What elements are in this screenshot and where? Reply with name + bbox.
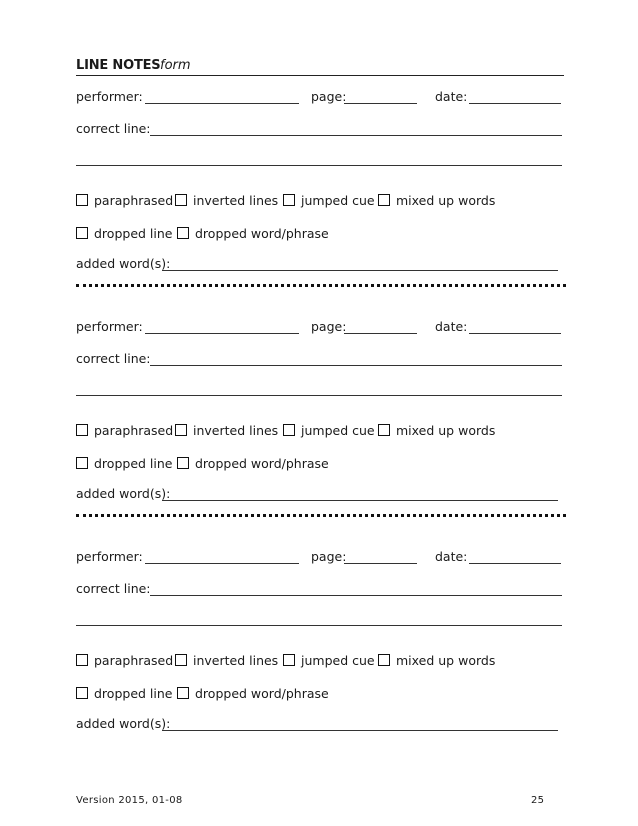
options-row-2	[76, 225, 564, 243]
checkbox-icon[interactable]	[177, 687, 189, 699]
checkbox-icon[interactable]	[283, 194, 295, 206]
options-row-1	[76, 422, 564, 440]
added-words-label: added word(s):	[76, 256, 171, 271]
form-title-italic: form	[160, 58, 191, 73]
performer-field[interactable]	[145, 103, 299, 104]
date-label: date:	[435, 89, 468, 104]
options-row-2	[76, 685, 564, 703]
date-field[interactable]	[469, 563, 561, 564]
entry-separator-2	[76, 514, 566, 517]
correct-line-label: correct line:	[76, 351, 151, 366]
option-label: paraphrased	[94, 423, 174, 438]
added-words-label: added word(s):	[76, 716, 171, 731]
date-label: date:	[435, 549, 468, 564]
performer-label: performer:	[76, 549, 143, 564]
correct-line-field[interactable]	[150, 135, 562, 136]
checkbox-icon[interactable]	[378, 654, 390, 666]
added-words-label: added word(s):	[76, 486, 171, 501]
options-row-2	[76, 455, 564, 473]
added-words-field[interactable]	[162, 500, 558, 501]
correct-line-row	[76, 350, 564, 368]
checkbox-icon[interactable]	[378, 424, 390, 436]
correct-line-continuation	[76, 380, 564, 398]
correct-line-label: correct line:	[76, 121, 151, 136]
performer-field[interactable]	[145, 333, 299, 334]
option-label: jumped cue	[301, 423, 375, 438]
date-field[interactable]	[469, 333, 561, 334]
option-label: paraphrased	[94, 653, 174, 668]
page-label: page:	[311, 89, 347, 104]
performer-field[interactable]	[145, 563, 299, 564]
checkbox-icon[interactable]	[378, 194, 390, 206]
correct-line-continuation	[76, 610, 564, 628]
line-note-entry-3	[76, 548, 564, 748]
performer-label: performer:	[76, 89, 143, 104]
checkbox-icon[interactable]	[175, 424, 187, 436]
option-label: inverted lines	[193, 653, 279, 668]
checkbox-icon[interactable]	[76, 227, 88, 239]
checkbox-icon[interactable]	[76, 424, 88, 436]
option-label: paraphrased	[94, 193, 174, 208]
options-row-1	[76, 652, 564, 670]
line-note-entry-1	[76, 88, 564, 288]
line-note-entry-2	[76, 318, 564, 518]
correct-line-row	[76, 120, 564, 138]
form-title	[76, 55, 564, 76]
option-label: inverted lines	[193, 193, 279, 208]
correct-line-row	[76, 580, 564, 598]
footer-page-number: 25	[531, 795, 545, 806]
page-label: page:	[311, 319, 347, 334]
added-words-field[interactable]	[162, 270, 558, 271]
page-field[interactable]	[344, 333, 417, 334]
correct-line-field[interactable]	[150, 595, 562, 596]
option-label: jumped cue	[301, 193, 375, 208]
checkbox-icon[interactable]	[76, 194, 88, 206]
page-label: page:	[311, 549, 347, 564]
option-label: dropped line	[94, 456, 173, 471]
added-words-field[interactable]	[162, 730, 558, 731]
checkbox-icon[interactable]	[76, 654, 88, 666]
form-title-bold: LINE NOTES	[76, 58, 161, 73]
option-label: dropped word/phrase	[195, 456, 329, 471]
options-row-1	[76, 192, 564, 210]
checkbox-icon[interactable]	[177, 227, 189, 239]
correct-line-label: correct line:	[76, 581, 151, 596]
added-words-row	[76, 255, 564, 273]
date-label: date:	[435, 319, 468, 334]
performer-row	[76, 548, 564, 566]
option-label: dropped word/phrase	[195, 686, 329, 701]
checkbox-icon[interactable]	[175, 194, 187, 206]
footer-version: Version 2015, 01-08	[76, 795, 183, 806]
added-words-row	[76, 485, 564, 503]
option-label: dropped line	[94, 226, 173, 241]
entry-separator-1	[76, 284, 566, 287]
correct-line-field-2[interactable]	[76, 395, 562, 396]
option-label: dropped line	[94, 686, 173, 701]
performer-row	[76, 318, 564, 336]
correct-line-field-2[interactable]	[76, 165, 562, 166]
option-label: mixed up words	[396, 653, 496, 668]
added-words-row	[76, 715, 564, 733]
option-label: inverted lines	[193, 423, 279, 438]
checkbox-icon[interactable]	[175, 654, 187, 666]
date-field[interactable]	[469, 103, 561, 104]
page-field[interactable]	[344, 103, 417, 104]
checkbox-icon[interactable]	[177, 457, 189, 469]
checkbox-icon[interactable]	[283, 654, 295, 666]
correct-line-field[interactable]	[150, 365, 562, 366]
option-label: mixed up words	[396, 193, 496, 208]
checkbox-icon[interactable]	[76, 457, 88, 469]
checkbox-icon[interactable]	[283, 424, 295, 436]
option-label: jumped cue	[301, 653, 375, 668]
option-label: dropped word/phrase	[195, 226, 329, 241]
checkbox-icon[interactable]	[76, 687, 88, 699]
page-field[interactable]	[344, 563, 417, 564]
performer-row	[76, 88, 564, 106]
performer-label: performer:	[76, 319, 143, 334]
correct-line-continuation	[76, 150, 564, 168]
correct-line-field-2[interactable]	[76, 625, 562, 626]
option-label: mixed up words	[396, 423, 496, 438]
